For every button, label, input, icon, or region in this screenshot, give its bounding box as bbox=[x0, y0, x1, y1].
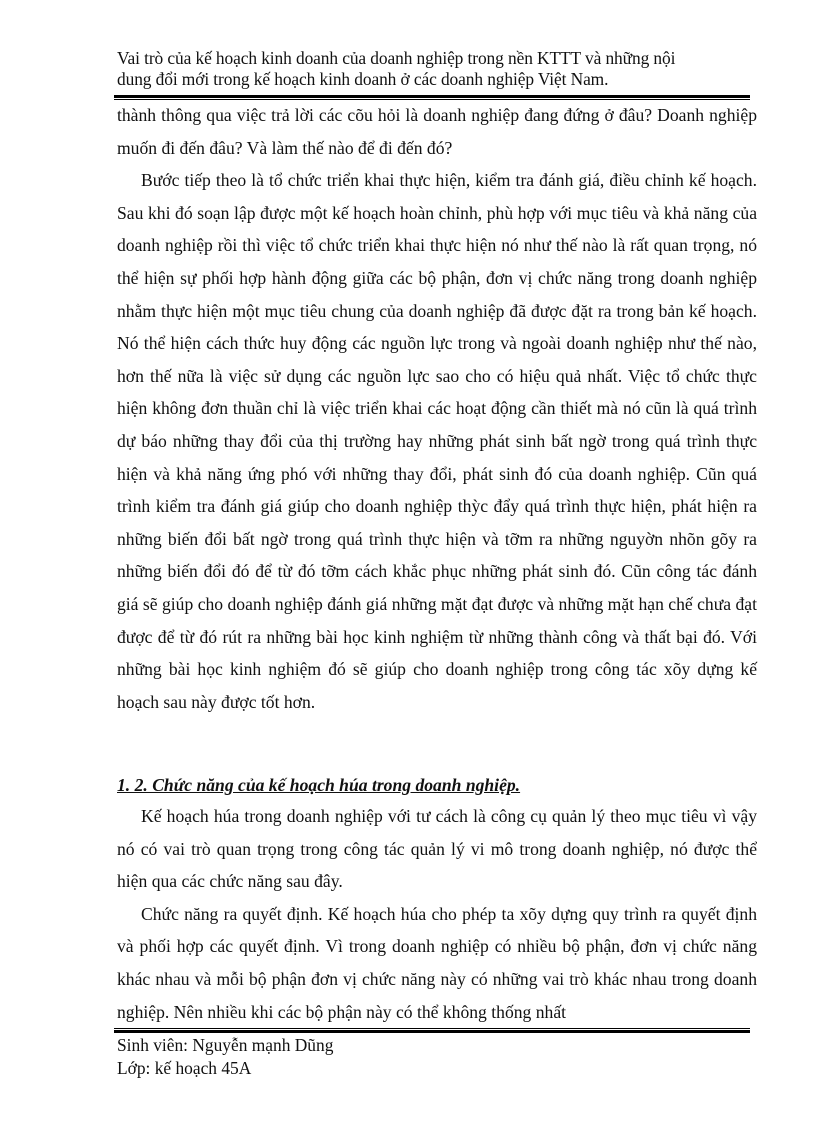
running-footer bbox=[117, 1034, 757, 1080]
paragraph-planning-role: Kế hoạch húa trong doanh nghiệp với tư cách là công cụ quản lý theo mục tiêu vì vậy nó có vai trò quan trọng trong công tác quản lý vi mô trong doanh nghiệp, nó được thể hiện qua các chức năng sau đây. bbox=[117, 806, 757, 892]
body-text bbox=[117, 99, 757, 718]
footer-rule bbox=[114, 1028, 750, 1033]
footer-student: Sinh viên: Nguyễn mạnh Dũng bbox=[117, 1035, 334, 1055]
paragraph-decision-function: Chức năng ra quyết định. Kế hoạch húa cho phép ta xõy dựng quy trình ra quyết định và phối hợp các quyết định. Vì trong doanh nghiệp có nhiều bộ phận, đơn vị chức năng khác nhau và mỗi bộ phận đơn vị chức năng này có những vai trò khác nhau trong doanh nghiệp. Nên nhiều khi các bộ phận này có thể không thống nhất bbox=[117, 903, 757, 1022]
section-heading: 1. 2. Chức năng của kế hoạch húa trong doanh nghiệp. bbox=[117, 775, 521, 795]
footer-class: Lớp: kế hoạch 45A bbox=[117, 1058, 252, 1078]
paragraph-continued: thành thông qua việc trả lời các cõu hỏi là doanh nghiệp đang đứng ở đâu? Doanh nghiệp muốn đi đến đâu? Và làm thế nào để đi đến đó? bbox=[117, 105, 757, 158]
running-header bbox=[117, 48, 757, 90]
header-line-2: dung đổi mới trong kế hoạch kinh doanh ở các doanh nghiệp Việt Nam. bbox=[117, 69, 609, 89]
header-line-1: Vai trò của kế hoạch kinh doanh của doanh nghiệp trong nền KTTT và những nội bbox=[117, 48, 676, 68]
paragraph-implementation: Bước tiếp theo là tổ chức triển khai thực hiện, kiểm tra đánh giá, điều chỉnh kế hoạch. Sau khi đó soạn lập được một kế hoạch hoàn chỉnh, phù hợp với mục tiêu và khả năng của doanh nghiệp rồi thì việc tổ chức triển khai thực hiện nó như thế nào là rất quan trọng, nó thể hiện sự phối hợp hành động giữa các bộ phận, đơn vị chức năng trong doanh nghiệp nhằm thực hiện một mục tiêu chung của doanh nghiệp đã được đặt ra trong bản kế hoạch. Nó thể hiện cách thức huy động các nguồn lực trong và ngoài doanh nghiệp như thế nào, hơn thế nữa là việc sử dụng các nguồn lực sao cho có hiệu quả nhất. Việc tổ chức thực hiện không đơn thuần chỉ là việc triển khai các hoạt động cần thiết mà nó cũn là quá trình dự báo những thay đổi của thị trường hay những phát sinh bất ngờ trong quá trình thực hiện và khả năng ứng phó với những thay đổi, phát sinh đó của doanh nghiệp. Cũn quá trình kiểm tra đánh giá giúp cho doanh nghiệp thỳc đẩy quá trình thực hiện, phát hiện ra những biến đổi bất ngờ trong quá trình thực hiện và tỡm ra những nguyờn nhõn gõy ra những biến đổi đó để từ đó tỡm cách khắc phục những phát sinh đó. Cũn công tác đánh giá sẽ giúp cho doanh nghiệp đánh giá những mặt đạt được và những mặt hạn chế chưa đạt được để từ đó rút ra những bài học kinh nghiệm từ những thành công và thất bại đó. Với những bài học kinh nghiệm đó sẽ giúp cho doanh nghiệp trong công tác xõy dựng kế hoạch sau này được tốt hơn. bbox=[117, 170, 757, 712]
section-body bbox=[117, 800, 757, 1028]
